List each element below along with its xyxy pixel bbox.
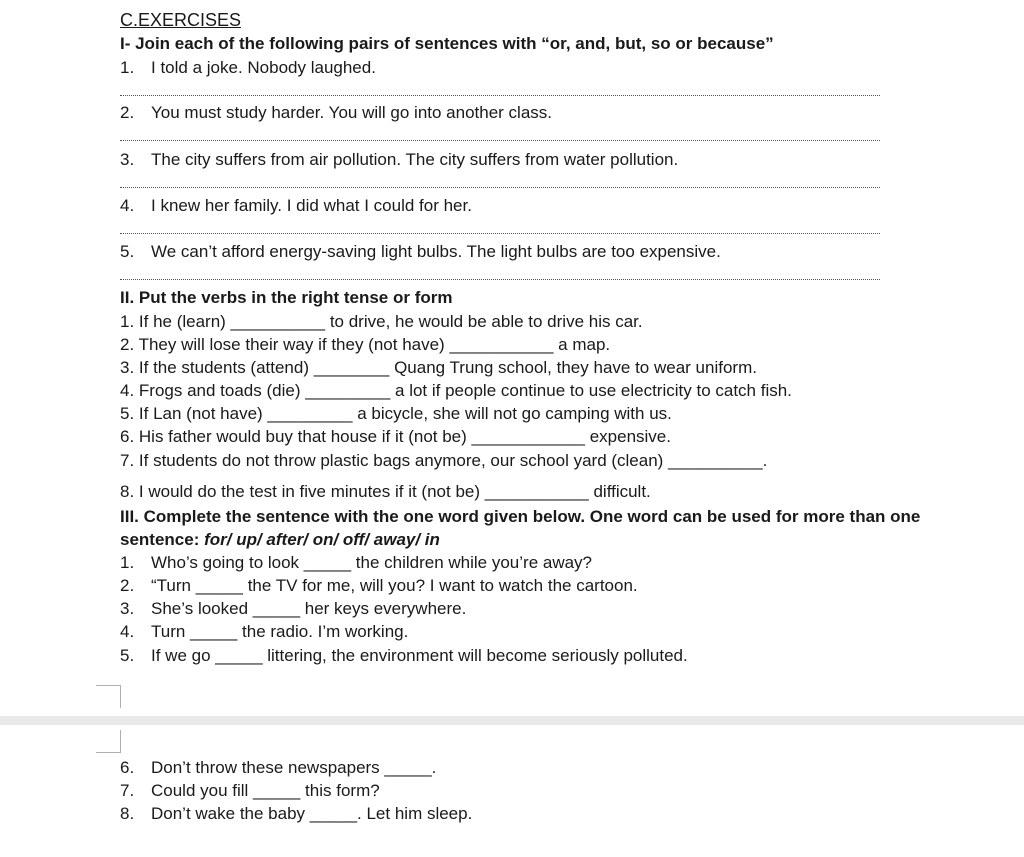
exercise-3-item-7 [120,781,380,801]
section-2-heading: II. Put the verbs in the right tense or form [120,288,453,307]
item-number: 2. [120,576,135,595]
page-title: C.EXERCISES [120,10,242,30]
item-number: 8. [120,804,135,823]
item-text: Who’s going to look _____ the children while you’re away? [151,553,593,572]
item-text: I told a joke. Nobody laughed. [151,58,376,77]
item-number: 6. [120,758,135,777]
answer-line [120,187,880,188]
item-text: Don’t throw these newspapers _____. [151,758,437,777]
item-number: 4. [120,196,135,215]
exercise-3-item-8 [120,804,472,824]
exercise-2-item-1: 1. If he (learn) __________ to drive, he would be able to drive his car. [120,312,643,331]
item-text: If we go _____ littering, the environment will become seriously polluted. [151,646,688,665]
item-text: “Turn _____ the TV for me, will you? I want to watch the cartoon. [151,576,638,595]
page-margin-corner-mark [96,730,121,753]
item-text: I knew her family. I did what I could for her. [151,196,472,215]
item-text: Could you fill _____ this form? [151,781,380,800]
exercise-1-item-3 [120,150,678,170]
item-number: 2. [120,103,135,122]
item-text: Don’t wake the baby _____. Let him sleep. [151,804,473,823]
item-number: 1. [120,58,135,77]
exercise-3-item-5 [120,646,688,666]
exercise-1-item-4 [120,196,472,216]
item-number: 5. [120,646,135,665]
section-3-heading-line-2 [120,530,440,550]
exercise-3-item-4 [120,622,408,642]
answer-line [120,233,880,234]
exercise-3-item-3 [120,599,466,619]
exercise-1-item-1 [120,58,376,78]
exercise-2-item-6: 6. His father would buy that house if it (not be) ____________ expensive. [120,427,671,446]
item-text: We can’t afford energy-saving light bulbs. The light bulbs are too expensive. [151,242,721,261]
item-number: 5. [120,242,135,261]
answer-line [120,279,880,280]
item-text: Turn _____ the radio. I’m working. [151,622,409,641]
item-number: 4. [120,622,135,641]
exercise-2-item-7: 7. If students do not throw plastic bags anymore, our school yard (clean) __________. [120,451,768,470]
item-text: You must study harder. You will go into another class. [151,103,553,122]
item-number: 7. [120,781,135,800]
item-number: 3. [120,599,135,618]
item-number: 3. [120,150,135,169]
page-margin-corner-mark [96,685,121,708]
answer-line [120,95,880,96]
answer-line [120,140,880,141]
exercise-2-item-4: 4. Frogs and toads (die) _________ a lot if people continue to use electricity to catch fish. [120,381,792,400]
item-number: 1. [120,553,135,572]
exercise-2-item-3: 3. If the students (attend) ________ Quang Trung school, they have to wear uniform. [120,358,757,377]
exercise-1-item-2 [120,103,552,123]
heading-prefix: sentence: [120,530,205,549]
exercise-1-item-5 [120,242,721,262]
section-1-heading: I- Join each of the following pairs of sentences with “or, and, but, so or because” [120,34,774,53]
exercise-3-item-1 [120,553,592,573]
exercise-3-item-2 [120,576,638,596]
exercise-3-item-6 [120,758,436,778]
item-text: The city suffers from air pollution. The city suffers from water pollution. [151,150,679,169]
page-break [0,716,1024,725]
item-text: She’s looked _____ her keys everywhere. [151,599,467,618]
word-list: for/ up/ after/ on/ off/ away/ in [204,530,440,549]
exercise-2-item-8: 8. I would do the test in five minutes if it (not be) ___________ difficult. [120,482,651,501]
exercise-2-item-5: 5. If Lan (not have) _________ a bicycle, she will not go camping with us. [120,404,672,423]
section-3-heading-line-1: III. Complete the sentence with the one word given below. One word can be used for more than one [120,507,921,526]
exercise-2-item-2: 2. They will lose their way if they (not have) ___________ a map. [120,335,611,354]
document-page-2 [0,725,1024,857]
